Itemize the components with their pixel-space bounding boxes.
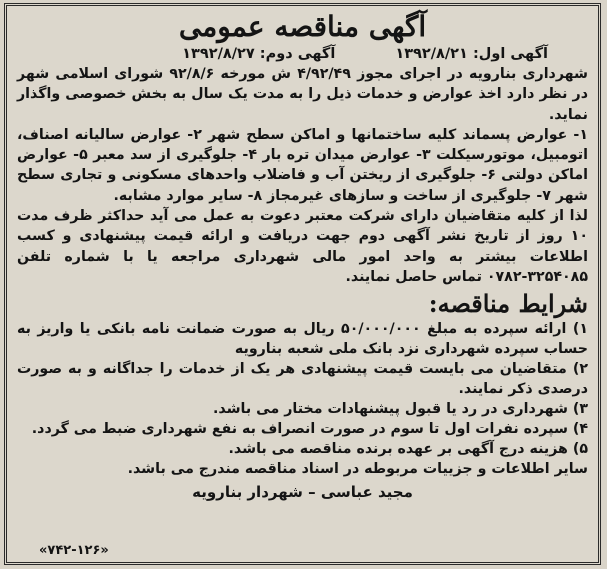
term-2: ۲) متقاضیان می بایست قیمت پیشنهادی هر یک از خدمات را جداگانه و به صورت درصدی ذکر نمایند. (17, 361, 588, 398)
second-publish-date: آگهی دوم: ۱۳۹۲/۸/۲۷ (182, 46, 336, 62)
intro-paragraph: شهرداری بنارویه در اجرای مجوز ۴/۹۲/۴۹ ش مورخه ۹۲/۸/۶ شورای اسلامی شهر در نظر دارد اخذ عوارض و خدمات ذیل را به مدت یک سال به بخش خصوصی واگذار نماید. (17, 66, 588, 123)
services-list: ۱- عوارض پسماند کلیه ساختمانها و اماکن سطح شهر ۲- عوارض سالیانه اصناف، اتومبیل، موتورسیکلت ۳- عوارض میدان تره بار ۴- جلوگیری از سد معبر ۵- عوارض اماکن دولتی ۶- جلوگیری از ریختن آب و فاضلاب واحدهای مسکونی و تجاری سطح شهر ۷- جلوگیری از ساخت و سازهای غیرمجاز ۸- سایر موارد مشابه. (17, 126, 588, 204)
invitation-paragraph: لذا از کلیه متقاضیان دارای شرکت معتبر دعوت به عمل می آید حداکثر ظرف مدت ۱۰ روز از تاریخ نشر آگهی دوم جهت دریافت و ارائه قیمت پیشنهادی و کسب اطلاعات بیشتر به واحد امور مالی شهرداری مراجعه یا با شماره تلفن ۳۲۵۴۰۸۵-۰۷۸۲ تماس حاصل نمایند. (17, 208, 588, 285)
notice-title: آگهی مناقصه عمومی (178, 10, 427, 43)
term-4: ۴) سپرده نفرات اول تا سوم در صورت انصراف به نفع شهرداری ضبط می گردد. (31, 421, 588, 438)
signer: مجید عباسی – شهردار بنارویه (192, 483, 413, 502)
ad-code: «۷۴۲-۱۲۶» (39, 543, 109, 558)
notice-dates (17, 44, 588, 64)
term-1: ۱) ارائه سپرده به مبلغ ۵۰/۰۰۰/۰۰۰ ریال به صورت ضمانت نامه بانکی یا واریز به حساب سپرده شهرداری نزد بانک ملی شعبه بنارویه (17, 321, 588, 358)
terms-heading: شرایط مناقصه: (428, 289, 588, 319)
term-note: سایر اطلاعات و جزییات مربوطه در اسناد مناقصه مندرج می باشد. (127, 461, 588, 478)
first-publish-date: آگهی اول: ۱۳۹۲/۸/۲۱ (395, 46, 548, 62)
tender-notice (4, 3, 601, 565)
term-5: ۵) هزینه درج آگهی بر عهده برنده مناقصه می باشد. (228, 441, 588, 458)
term-3: ۳) شهرداری در رد یا قبول پیشنهادات مختار می باشد. (213, 401, 588, 418)
